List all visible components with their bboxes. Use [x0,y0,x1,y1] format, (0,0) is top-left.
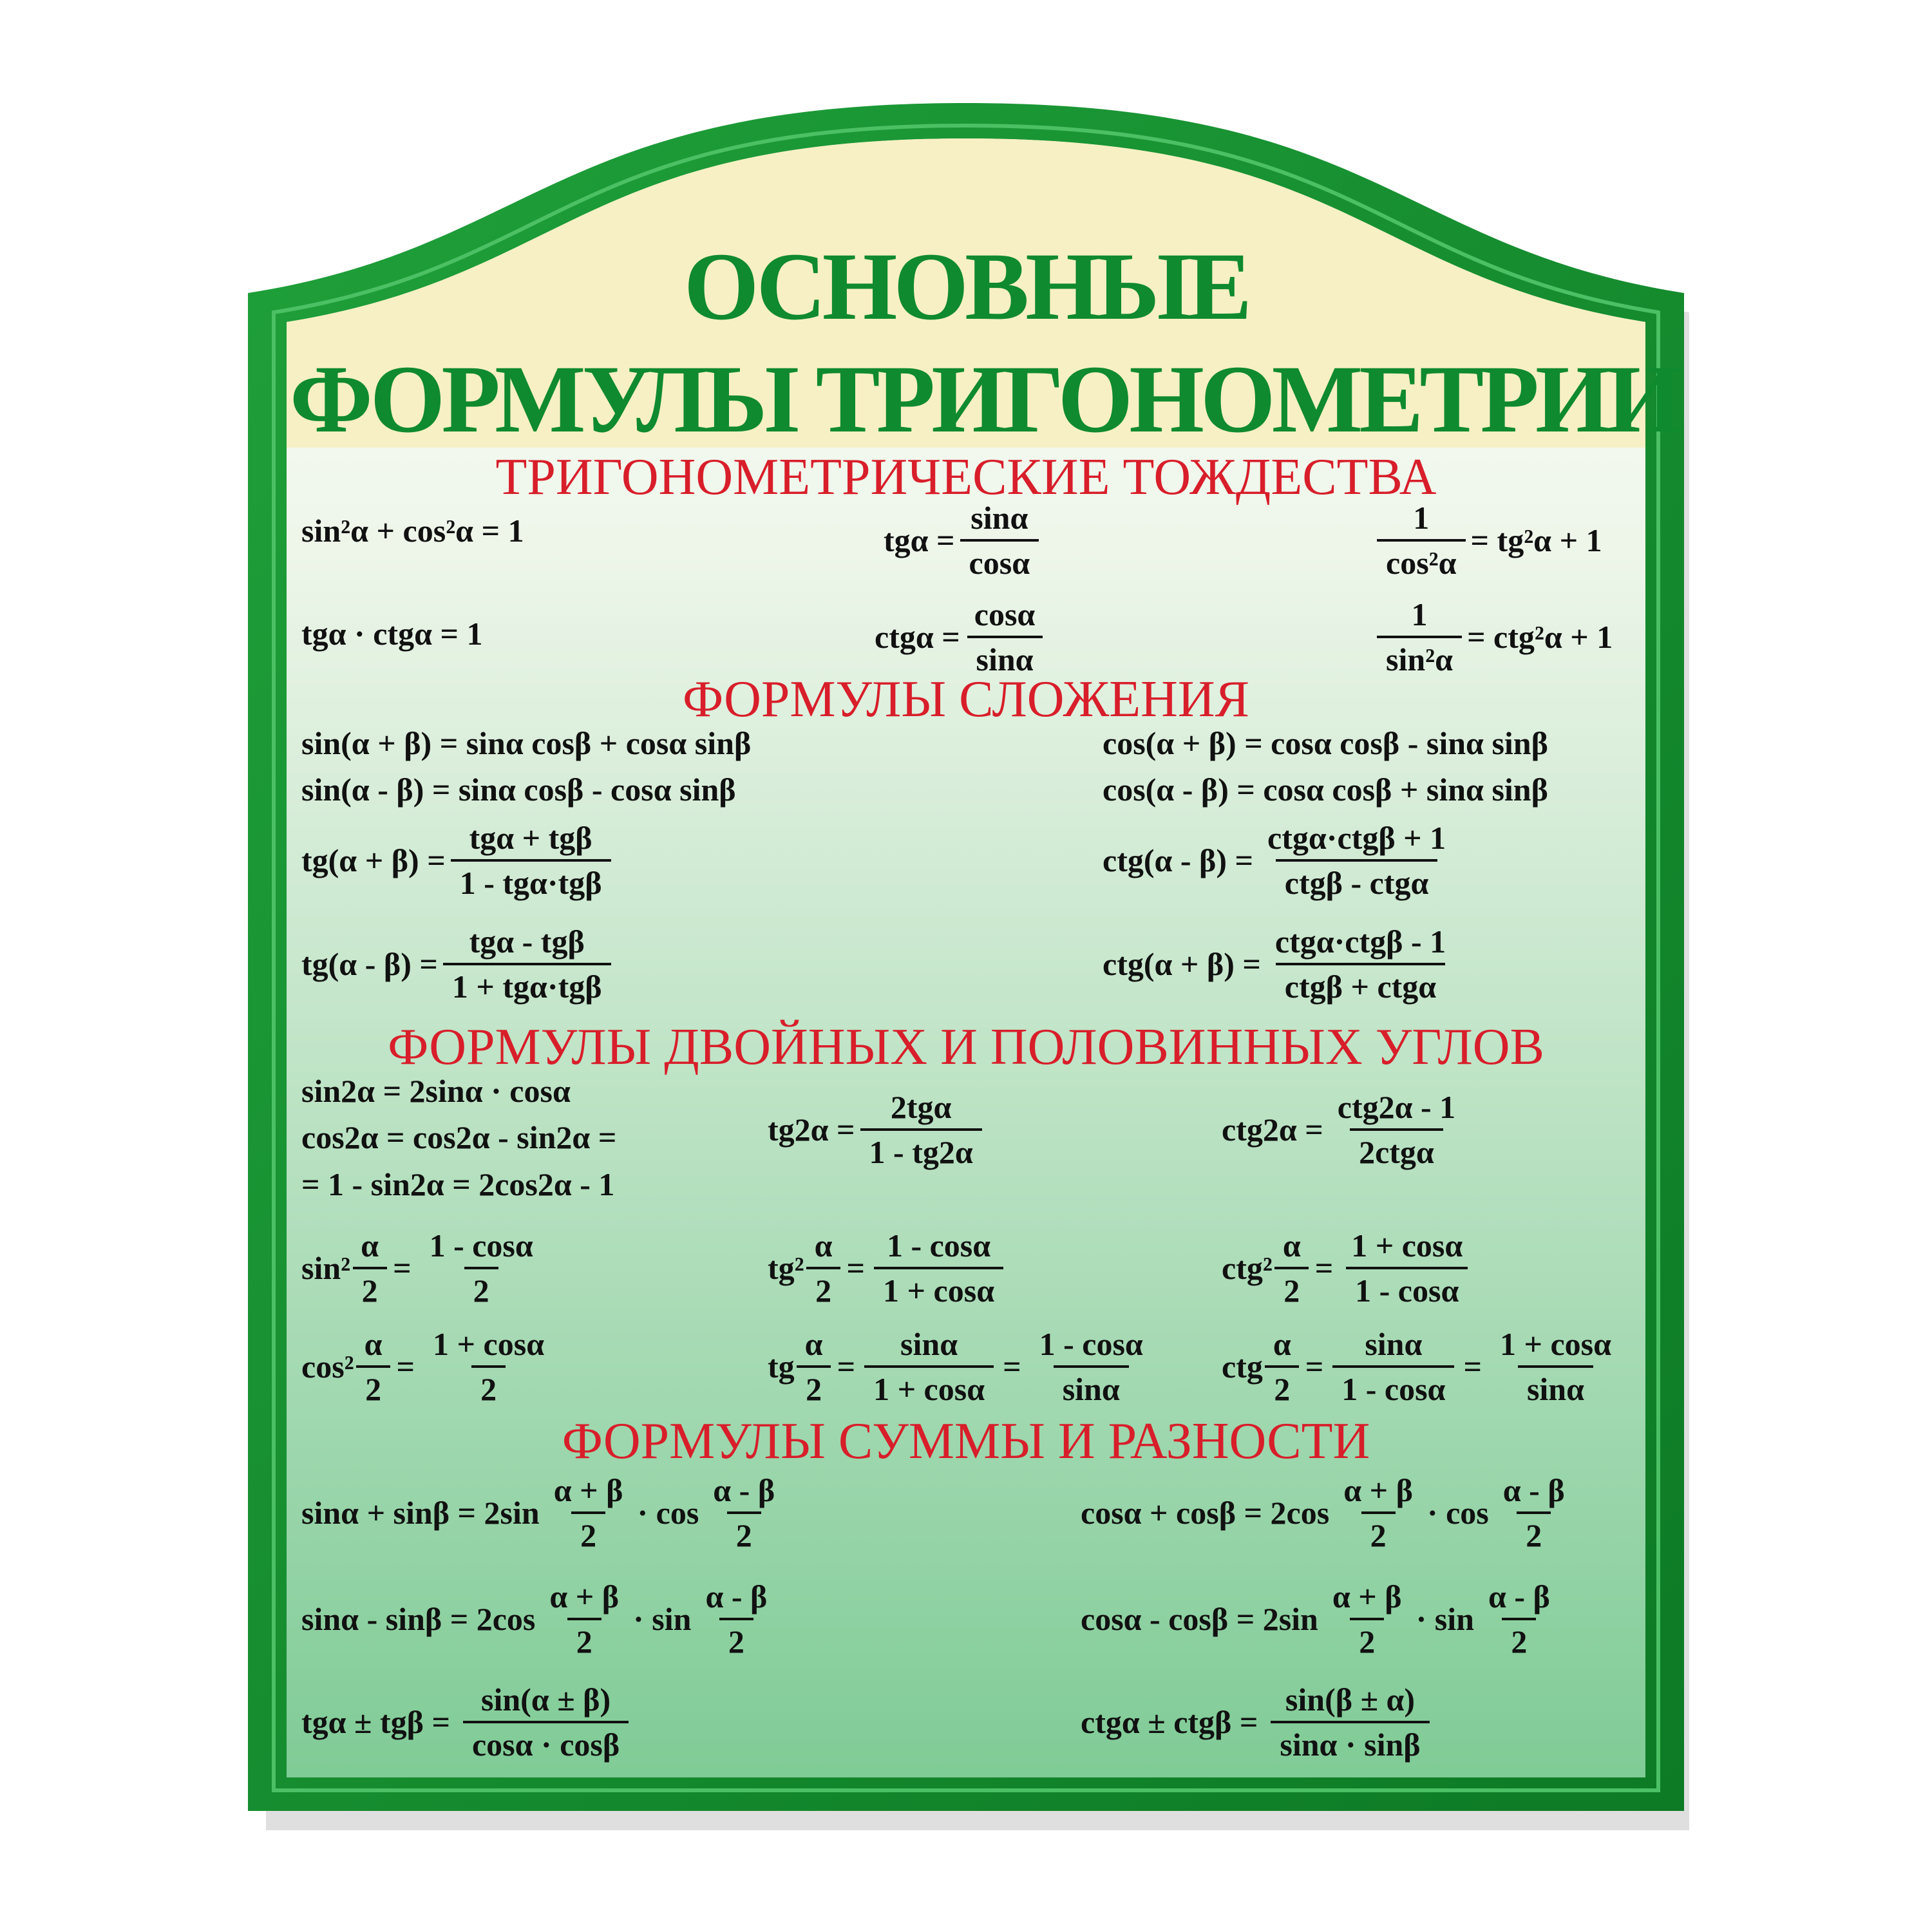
half-ctg-fraction-1 [1332,1325,1454,1408]
identity-formula-2 [301,615,482,652]
sum-diff-2-d1: 2 [567,1618,601,1660]
identity-4-den: sinα [967,636,1043,678]
sum-diff-3-d1: 2 [1361,1511,1396,1554]
sum-diff-1-mid: · cos [637,1495,699,1531]
half-tg-fraction-2 [1030,1325,1152,1408]
half-tg-sq-lhs: tg² [768,1250,804,1286]
section-identities-heading: ТРИГОНОМЕТРИЧЕСКИЕ ТОЖДЕСТВА [495,449,1437,506]
half-tg-sq-num: 1 - cosα [886,1227,991,1264]
identity-6-rhs: = ctg²α + 1 [1467,619,1613,655]
identity-5-den: cos²α [1377,539,1466,582]
half-cos-formula [301,1325,558,1408]
addition-formula-8 [1103,923,1460,1005]
sum-diff-6-num: sin(β ± α) [1285,1681,1416,1718]
title-line-2: ФОРМУЛЫ ТРИГОНОМЕТРИИ [290,346,1678,453]
addition-formula-7 [1103,819,1460,902]
half-sin-lhs: sin² [301,1250,351,1286]
half-tg-sq-angle-den: 2 [806,1267,840,1309]
half-tg-eq: = [837,1349,856,1385]
addition-formula-1 [301,724,751,762]
half-cos-den: 2 [471,1365,506,1408]
sum-diff-1-n2: α - β [713,1472,775,1508]
half-sin-num: 1 - cosα [429,1227,533,1264]
sum-diff-6-den: sinα · sinβ [1271,1721,1429,1763]
sum-diff-1-fraction-2 [704,1472,784,1554]
double-ctg2-formula [1222,1088,1470,1171]
sum-diff-1-n1: α + β [553,1472,623,1508]
identity-6-den: sin²α [1377,636,1462,678]
double-line-3 [301,1166,614,1203]
identity-3-fraction [960,499,1039,582]
sum-diff-formula-5 [301,1681,634,1763]
half-ctg-angle-den: 2 [1265,1365,1299,1408]
addition-6-fraction [443,923,611,1005]
addition-text-3: cos(α + β) = cosα cosβ - sinα sinβ [1103,725,1548,761]
sum-diff-2-n1: α + β [549,1578,620,1615]
sum-diff-5-den: cosα · cosβ [463,1721,629,1763]
half-ctg-sq-angle [1274,1227,1310,1309]
addition-formula-5 [301,819,616,902]
section-sum-diff-heading: ФОРМУЛЫ СУММЫ И РАЗНОСТИ [562,1413,1370,1470]
half-ctg-sq-fraction [1342,1227,1472,1309]
half-ctg-sq-eq: = [1314,1250,1334,1286]
sum-diff-2-lhs: sinα - sinβ = 2cos [301,1601,536,1637]
sum-diff-4-lhs: cosα - cosβ = 2sin [1081,1601,1318,1637]
sum-diff-4-n2: α - β [1488,1578,1550,1615]
half-sin-angle-den: 2 [353,1267,387,1309]
section-double-half-heading: ФОРМУЛЫ ДВОЙНЫХ И ПОЛОВИННЫХ УГЛОВ [388,1019,1544,1075]
addition-8-num: ctgα·ctgβ - 1 [1274,923,1446,960]
sum-diff-4-fraction-1 [1323,1578,1411,1660]
half-ctg-lhs: ctg [1222,1349,1263,1385]
sum-diff-5-num: sin(α ± β) [481,1681,611,1718]
addition-formula-2 [301,771,736,808]
half-sin-eq: = [393,1250,412,1286]
sum-diff-4-n1: α + β [1332,1578,1402,1615]
addition-8-den: ctgβ + ctgα [1276,963,1445,1005]
sum-diff-formula-1 [301,1472,789,1554]
half-tg-sq-formula [768,1227,1009,1309]
half-tg-sq-fraction [874,1227,1003,1309]
identity-3-den: cosα [960,539,1039,582]
half-cos-angle-num: α [364,1326,383,1362]
half-ctg-fraction-2 [1491,1325,1620,1408]
addition-7-den: ctgβ - ctgα [1276,859,1438,902]
half-tg-sq-angle [806,1227,842,1309]
sum-diff-3-fraction-1 [1334,1472,1422,1554]
half-cos-angle [355,1325,392,1408]
double-line-2-text: cos2α = cos2α - sin2α = [301,1119,617,1155]
identity-formula-4 [875,596,1049,678]
addition-text-4: cos(α - β) = cosα cosβ + sinα sinβ [1103,772,1548,808]
half-ctg-sq-angle-den: 2 [1274,1267,1309,1309]
identity-5-fraction [1377,499,1466,582]
sum-diff-2-mid: · sin [633,1601,692,1637]
sum-diff-3-mid: · cos [1426,1495,1489,1531]
identity-4-fraction [965,596,1045,678]
half-tg-fraction-1 [864,1325,994,1408]
sum-diff-formula-3 [1081,1472,1579,1554]
double-line-3-text: = 1 - sin2α = 2cos2α - 1 [301,1166,615,1202]
addition-text-1: sin(α + β) = sinα cosβ + cosα sinβ [301,725,752,761]
half-sin-den: 2 [464,1267,498,1309]
identity-formula-5 [1372,499,1602,582]
half-ctg-eq: = [1305,1349,1324,1385]
ctg2-num: ctg2α - 1 [1337,1089,1456,1125]
identity-5-rhs: = tg²α + 1 [1470,522,1602,558]
sum-diff-4-d2: 2 [1502,1618,1536,1660]
double-tg2-formula [768,1088,987,1171]
sum-diff-3-d2: 2 [1517,1511,1551,1554]
identity-formula-3 [884,499,1044,582]
addition-6-den: 1 + tgα·tgβ [443,963,611,1005]
half-ctg-num-1: sinα [1365,1326,1423,1362]
half-ctg-formula [1222,1325,1625,1408]
sum-diff-2-fraction-1 [540,1578,628,1660]
half-ctg-den-1: 1 - cosα [1332,1365,1454,1408]
addition-8-fraction [1266,923,1455,1005]
ctg2-den: 2ctgα [1350,1128,1443,1171]
half-tg-num-1: sinα [900,1326,958,1362]
double-line-2 [301,1119,616,1156]
sum-diff-3-lhs: cosα + cosβ = 2cos [1081,1495,1330,1531]
half-sin-fraction [421,1227,542,1309]
half-sin-angle-num: α [361,1227,379,1264]
half-sin-angle [352,1227,388,1309]
half-ctg-sq-den: 1 - cosα [1346,1267,1468,1309]
sum-diff-1-d2: 2 [727,1511,761,1554]
addition-8-lhs: ctg(α + β) = [1103,946,1261,982]
half-ctg-sq-formula [1222,1227,1477,1309]
half-ctg-sq-lhs: ctg² [1222,1250,1273,1286]
sum-diff-3-n1: α + β [1343,1472,1413,1508]
addition-7-lhs: ctg(α - β) = [1103,842,1254,878]
half-tg-angle-num: α [804,1326,823,1362]
identity-formula-6 [1372,596,1613,678]
sum-diff-formula-6 [1081,1681,1435,1763]
sum-diff-4-mid: · sin [1416,1601,1474,1637]
half-cos-angle-den: 2 [356,1365,390,1408]
sum-diff-formula-4 [1081,1578,1564,1660]
sum-diff-2-fraction-2 [696,1578,776,1660]
sum-diff-1-lhs: sinα + sinβ = 2sin [301,1495,540,1531]
half-tg-formula [768,1325,1157,1408]
double-line-1 [301,1072,571,1110]
identity-4-lhs: ctgα = [875,619,960,655]
addition-7-num: ctgα·ctgβ + 1 [1267,820,1446,856]
half-ctg-den-2: sinα [1518,1365,1593,1408]
tg2-fraction [860,1088,982,1171]
sum-diff-4-d1: 2 [1350,1618,1384,1660]
addition-formula-6 [301,923,616,1005]
identity-6-num: 1 [1411,596,1428,632]
sum-diff-5-lhs: tgα ± tgβ = [301,1704,450,1740]
ctg2-lhs: ctg2α = [1222,1112,1323,1148]
addition-7-fraction [1258,819,1455,902]
identity-6-fraction [1377,596,1462,678]
addition-formula-4 [1103,771,1548,808]
half-tg-den-1: 1 + cosα [864,1365,994,1408]
half-tg-sq-den: 1 + cosα [874,1267,1003,1309]
half-tg-sq-eq: = [846,1250,866,1286]
tg2-num: 2tgα [890,1089,952,1125]
addition-formula-3 [1103,724,1548,762]
identity-text-2: tgα · ctgα = 1 [301,616,483,652]
double-line-1-text: sin2α = 2sinα · cosα [301,1073,571,1109]
half-tg-angle-den: 2 [797,1365,831,1408]
sum-diff-1-d1: 2 [571,1511,605,1554]
half-tg-sq-angle-num: α [814,1227,833,1264]
addition-6-num: tgα - tgβ [469,923,585,960]
sum-diff-4-fraction-2 [1479,1578,1559,1660]
section-addition-heading: ФОРМУЛЫ СЛОЖЕНИЯ [682,671,1250,728]
half-ctg-num-2: 1 + cosα [1499,1326,1612,1362]
half-cos-fraction [424,1325,553,1408]
addition-5-lhs: tg(α + β) = [301,842,446,878]
sum-diff-6-lhs: ctgα ± ctgβ = [1081,1704,1258,1740]
half-tg-angle [796,1325,832,1408]
half-cos-num: 1 + cosα [433,1326,545,1362]
half-tg-lhs: tg [768,1349,795,1385]
identity-text-1: sin²α + cos²α = 1 [301,513,524,549]
identity-3-lhs: tgα = [884,522,955,558]
identity-3-num: sinα [971,500,1028,536]
sum-diff-3-n2: α - β [1502,1472,1565,1508]
addition-6-lhs: tg(α - β) = [301,946,438,982]
addition-5-den: 1 - tgα·tgβ [451,859,611,902]
sum-diff-2-d2: 2 [719,1618,753,1660]
half-ctg-eq-2: = [1463,1349,1482,1385]
title-line-1: ОСНОВНЫЕ [683,233,1249,340]
sum-diff-5-fraction [463,1681,629,1763]
half-ctg-angle-num: α [1273,1326,1291,1362]
half-sin-formula [301,1227,547,1309]
identity-5-num: 1 [1413,500,1430,536]
tg2-den: 1 - tg2α [860,1128,982,1171]
half-ctg-angle [1264,1325,1300,1408]
half-tg-eq-2: = [1003,1349,1021,1385]
sum-diff-formula-2 [301,1578,781,1660]
half-ctg-sq-angle-num: α [1282,1227,1301,1264]
half-tg-den-2: sinα [1054,1365,1129,1408]
identity-4-num: cosα [974,596,1036,632]
half-cos-eq: = [396,1349,415,1385]
sum-diff-3-fraction-2 [1494,1472,1574,1554]
tg2-lhs: tg2α = [768,1112,855,1148]
identity-formula-1 [301,512,524,549]
half-cos-lhs: cos² [301,1349,354,1385]
half-tg-num-2: 1 - cosα [1039,1326,1143,1362]
sum-diff-6-fraction [1271,1681,1429,1763]
sum-diff-1-fraction-1 [545,1472,632,1554]
addition-5-num: tgα + tgβ [469,820,592,856]
addition-5-fraction [451,819,611,902]
half-ctg-sq-num: 1 + cosα [1351,1227,1463,1264]
sum-diff-2-n2: α - β [705,1578,768,1615]
ctg2-fraction [1329,1088,1464,1171]
addition-text-2: sin(α - β) = sinα cosβ - cosα sinβ [301,772,736,808]
